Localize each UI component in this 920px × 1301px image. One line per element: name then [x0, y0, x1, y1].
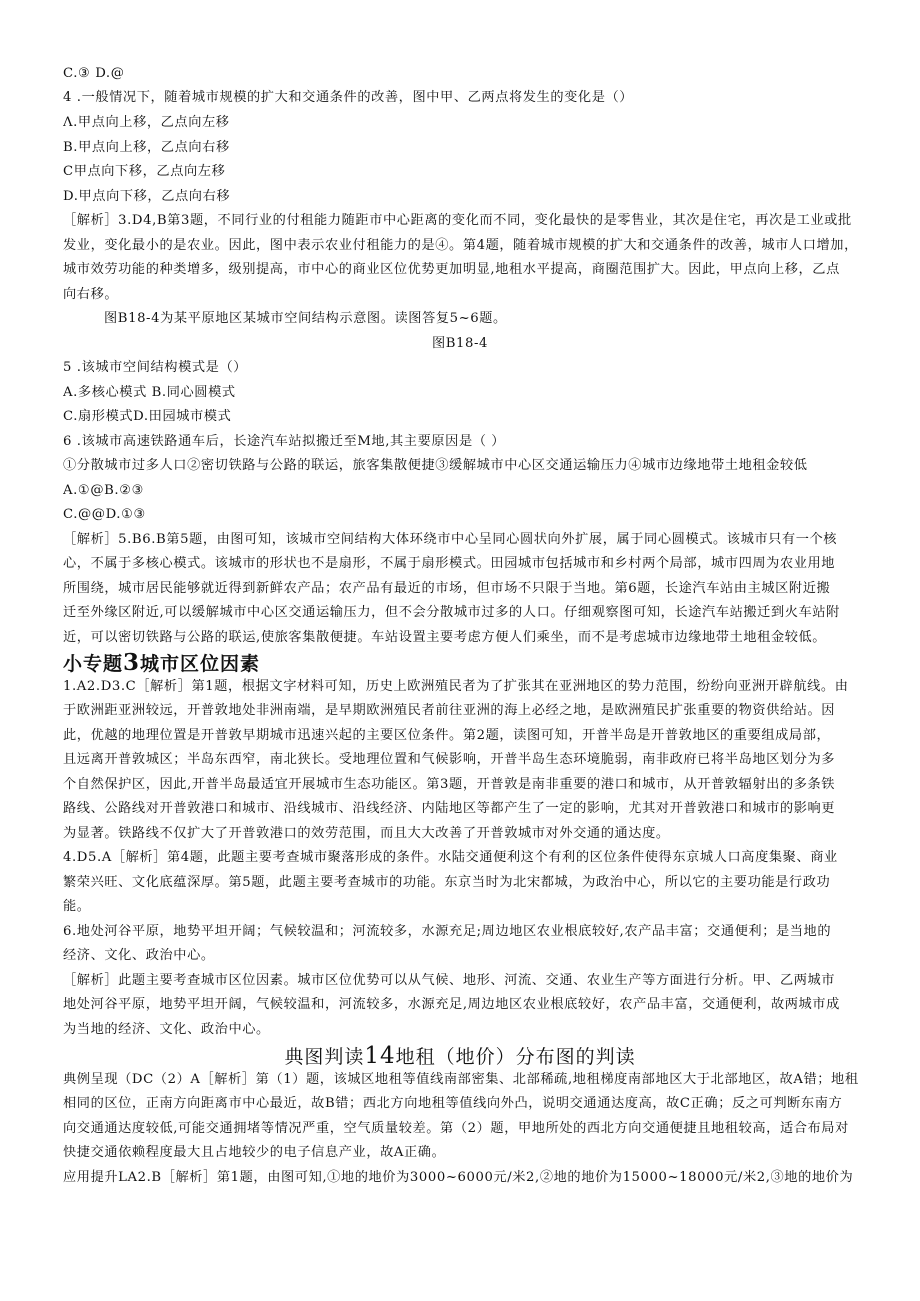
explanation-line: 发业，变化最小的是农业。因此，图中表示农业付租能力的是④。第4题，随着城市规模的扩大和交通条件的改善，城市人口增加， [63, 238, 858, 253]
figure-intro: 图B18-4为某平原地区某城市空间结构示意图。读图答复5~6题。 [104, 311, 507, 326]
explanation-line: ［解析］此题主要考查城市区位因素。城市区位优势可以从气候、地形、河流、交通、农业生产等方面进行分析。甲、乙两城市 [63, 973, 836, 988]
example-line: 向交通通达度较低,可能交通拥堵等情况严重，空气质量较差。第（2）题，甲地所处的西北方向交通便捷且地租较高，适合布局对 [63, 1121, 849, 1136]
answer-line: 1.A2.D3.C［解析］第1题，根据文字材料可知，历史上欧洲殖民者为了扩张其在亚洲地区的势力范围，纷纷向亚洲开辟航线。由 [63, 679, 849, 694]
answer-line: 能。 [63, 899, 91, 914]
section-heading-title: 城市区位因素 [140, 653, 261, 675]
explanation-line: 城市效劳功能的种类增多，级别提高，市中心的商业区位优势更加明显,地租水平提高，商圈范围扩大。因此，甲点向上移，乙点 [63, 262, 840, 277]
option-line: D.甲点向下移，乙点向右移 [63, 189, 231, 204]
option-statements: ①分散城市过多人口②密切铁路与公路的联运，旅客集散便捷③缓解城市中心区交通运输压力④城市边缘地带土地租金较低 [63, 458, 808, 473]
section-heading-title: 地租（地价）分布图的判读 [395, 1046, 636, 1068]
explanation-line: ［解析］5.B6.B第5题，由图可知，该城市空间结构大体环绕市中心呈同心圆状向外扩展，属于同心圆模式。该城市只有一个核 [63, 532, 838, 547]
example-line: 快捷交通依赖程度最大且占地较少的电子信息产业，故A正确。 [63, 1145, 446, 1160]
answer-line: 4.D5.A［解析］第4题，此题主要考查城市聚落形成的条件。水陆交通便利这个有利的区位条件使得东京城人口高度集聚、商业 [63, 850, 838, 865]
section-heading-typical-figure [0, 1044, 920, 1069]
application-line: 应用提升LA2.B［解析］第1题，由图可知,①地的地价为3000~6000元/米2,②地的地价为15000~18000元/米2,③地的地价为 [63, 1170, 854, 1185]
option-line: B.甲点向上移，乙点向右移 [63, 140, 230, 155]
section-heading-small-topic [63, 651, 864, 676]
text-line: C.③ D.@ [63, 66, 125, 81]
explanation-line: 迁至外缘区附近,可以缓解城市中心区交通运输压力，但不会分散城市过多的人口。仔细观察图可知，长途汽车站搬迁到火车站附 [63, 605, 840, 620]
explanation-line: 为当地的经济、文化、政治中心。 [63, 1022, 270, 1037]
example-line: 相同的区位，正南方向距离市中心最近，故B错；西北方向地租等值线向外凸，说明交通通达度高，故C正确；反之可判断东南方 [63, 1096, 843, 1111]
option-line: Λ.甲点向上移，乙点向左移 [63, 115, 230, 130]
option-line: C.扇形模式D.田园城市模式 [63, 409, 232, 424]
explanation-line: 所围绕，城市居民能够就近得到新鲜农产品；农产品有最近的市场，但市场不只限于当地。第6题，长途汽车站由主城区附近搬 [63, 581, 831, 596]
section-heading-prefix: 典图判读 [284, 1046, 365, 1068]
explanation-line: 近，可以密切铁路与公路的联运,使旅客集散便捷。车站设置主要考虑方便人们乘坐，而不是考虑城市边缘地带土地租金较低。 [63, 630, 827, 645]
section-heading-prefix: 小专题 [63, 653, 124, 675]
question-6: 6 .该城市高速铁路通车后，长途汽车站拟搬迁至M地,其主要原因是（ ） [63, 434, 506, 449]
question-4: 4 .一般情况下，随着城市规模的扩大和交通条件的改善，图中甲、乙两点将发生的变化是（） [63, 90, 634, 105]
explanation-line: 向右移。 [63, 287, 119, 302]
answer-line: 路线、公路线对开普敦港口和城市、沿线城市、沿线经济、内陆地区等都产生了一定的影响，尤其对开普敦港口和城市的影响更 [63, 801, 836, 816]
answer-line: 此，优越的地理位置是开普敦早期城市迅速兴起的主要区位条件。第2题，读图可知，开普半岛是开普敦地区的重要组成局部， [63, 728, 831, 743]
explanation-line: 心，不属于多核心模式。该城市的形状也不是扇形，不属于扇形模式。田园城市包括城市和乡村两个局部，城市四周为农业用地 [63, 556, 836, 571]
explanation-line: ［解析］3.D4,B第3题，不同行业的付租能力随距市中心距离的变化而不同，变化最快的是零售业，其次是住宅，再次是工业或批 [63, 213, 852, 228]
section-heading-number: 14 [364, 1044, 396, 1069]
option-line: C.@@D.①③ [63, 507, 146, 522]
answer-line: 繁荣兴旺、文化底蕴深厚。第5题，此题主要考查城市的功能。东京当时为北宋都城，为政治中心，所以它的主要功能是行政功 [63, 875, 831, 890]
question-5: 5 .该城市空间结构模式是（） [63, 360, 248, 375]
section-heading-number: 3 [123, 651, 141, 676]
answer-line: 6.地处河谷平原，地势平坦开阔；气候较温和；河流较多，水源充足;周边地区农业根底较好,农产品丰富；交通便利；是当地的 [63, 924, 832, 939]
option-line: C甲点向下移，乙点向左移 [63, 164, 226, 179]
option-line: A.①@B.②③ [63, 483, 145, 498]
answer-line: 为显著。铁路线不仅扩大了开普敦港口的效劳范围，而且大大改善了开普敦城市对外交通的通达度。 [63, 826, 670, 841]
option-line: A.多核心模式 B.同心圆模式 [63, 385, 236, 400]
answer-line: 个自然保护区，因此,开普半岛最适宜开展城市生态功能区。第3题，开普敦是南非重要的港口和城市，从开普敦辐射出的多条铁 [63, 777, 836, 792]
answer-line: 经济、文化、政治中心。 [63, 948, 215, 963]
example-line: 典例呈现（DC（2）A［解析］第（1）题，该城区地租等值线南部密集、北部稀疏,地租梯度南部地区大于北部地区，故A错；地租 [63, 1072, 859, 1087]
figure-caption: 图B18-4 [431, 336, 489, 351]
explanation-line: 地处河谷平原，地势平坦开阔，气候较温和，河流较多，水源充足,周边地区农业根底较好，农产品丰富，交通便利，故两城市成 [63, 997, 840, 1012]
answer-line: 于欧洲距亚洲较远，开普敦地处非洲南端，是早期欧洲殖民者前往亚洲的海上必经之地，是欧洲殖民扩张重要的物资供给站。因 [63, 703, 836, 718]
answer-line: 且远离开普敦城区；半岛东西窄，南北狭长。受地理位置和气候影响，开普半岛生态环境脆弱，南非政府已将半岛地区划分为多 [63, 752, 836, 767]
